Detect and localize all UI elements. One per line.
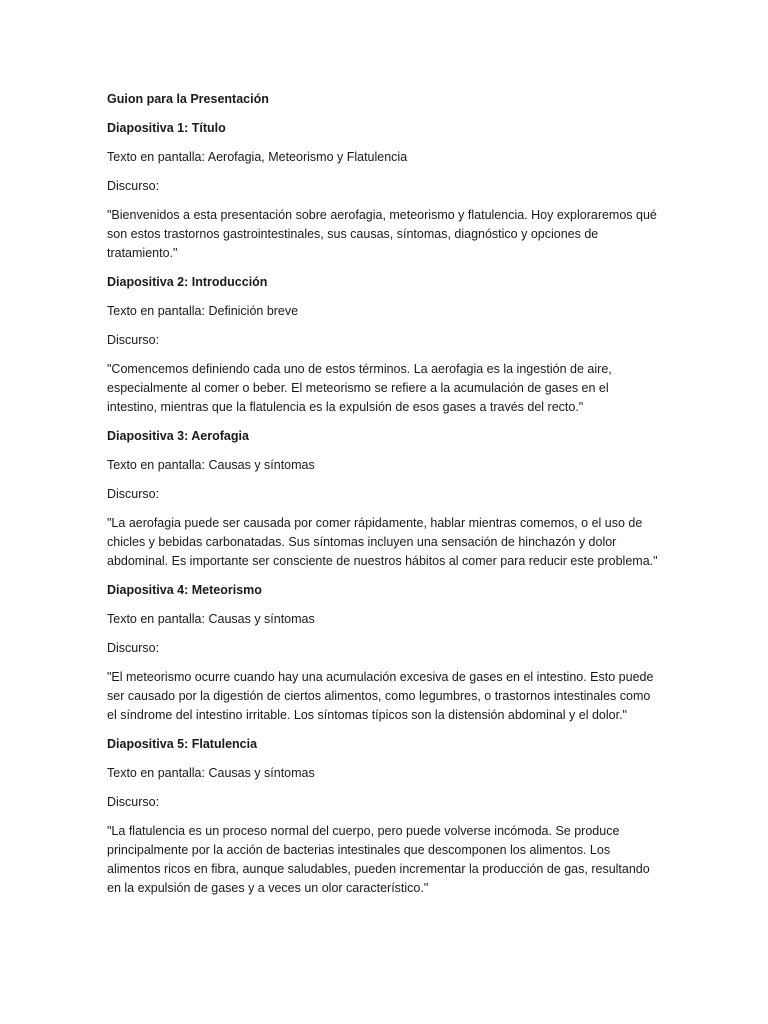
slide-section-1 (107, 119, 662, 263)
speech-text: "Comencemos definiendo cada uno de estos términos. La aerofagia es la ingestión de aire, especialmente al comer o beber. El meteorismo se refiere a la acumulación de gases en el intestino, mientras que la flatulencia es la expulsión de esos gases a través del recto." (107, 362, 612, 414)
speech-label: Discurso: (107, 333, 160, 347)
slide-heading: Diapositiva 3: Aerofagia (107, 429, 249, 443)
slide-section-3 (107, 427, 662, 571)
slide-heading: Diapositiva 2: Introducción (107, 275, 268, 289)
speech-label: Discurso: (107, 641, 160, 655)
screen-text: Texto en pantalla: Causas y síntomas (107, 458, 315, 472)
screen-text: Texto en pantalla: Aerofagia, Meteorismo y Flatulencia (107, 150, 408, 164)
slide-heading: Diapositiva 5: Flatulencia (107, 737, 258, 751)
slide-section-5 (107, 735, 662, 898)
slide-section-4 (107, 581, 662, 725)
slide-heading: Diapositiva 4: Meteorismo (107, 583, 262, 597)
screen-text: Texto en pantalla: Causas y síntomas (107, 612, 315, 626)
speech-label: Discurso: (107, 487, 160, 501)
document-title: Guion para la Presentación (107, 92, 269, 106)
slide-heading: Diapositiva 1: Título (107, 121, 226, 135)
speech-label: Discurso: (107, 179, 160, 193)
screen-text: Texto en pantalla: Definición breve (107, 304, 299, 318)
screen-text: Texto en pantalla: Causas y síntomas (107, 766, 315, 780)
speech-text: "La aerofagia puede ser causada por comer rápidamente, hablar mientras comemos, o el uso de chicles y bebidas carbonatadas. Sus síntomas incluyen una sensación de hinchazón y dolor abdominal. Es importante ser consciente de nuestros hábitos al comer para reducir este problema." (107, 516, 658, 568)
speech-text: "El meteorismo ocurre cuando hay una acumulación excesiva de gases en el intestino. Esto puede ser causado por la digestión de ciertos alimentos, como legumbres, o trastornos intestinales como el síndrome del intestino irritable. Los síntomas típicos son la distensión abdominal y el dolor." (107, 670, 654, 722)
speech-text: "Bienvenidos a esta presentación sobre aerofagia, meteorismo y flatulencia. Hoy exploraremos qué son estos trastornos gastrointestinales, sus causas, síntomas, diagnóstico y opciones de tratamiento." (107, 208, 657, 260)
speech-label: Discurso: (107, 795, 160, 809)
document-page (107, 90, 662, 908)
slide-section-2 (107, 273, 662, 417)
speech-text: "La flatulencia es un proceso normal del cuerpo, pero puede volverse incómoda. Se produce principalmente por la acción de bacterias intestinales que descomponen los alimentos. Los alimentos ricos en fibra, aunque saludables, pueden incrementar la producción de gas, resultando en la expulsión de gases y a veces un olor característico." (107, 824, 650, 895)
